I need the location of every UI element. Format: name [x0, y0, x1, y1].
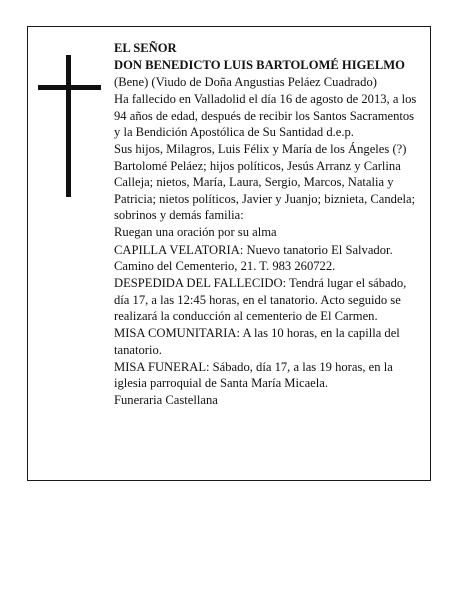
- deceased-name: DON BENEDICTO LUIS BARTOLOMÉ HIGELMO: [114, 58, 405, 73]
- despedida-fallecido: DESPEDIDA DEL FALLECIDO: Tendrá lugar el sábado, día 17, a las 12:45 horas, en el tanatorio. Acto seguido se realizará la conducción al cementerio de El Carmen.: [114, 276, 407, 324]
- obituary-text: [114, 40, 422, 410]
- cross-horizontal-bar: [38, 85, 101, 90]
- deceased-nickname: (Bene) (Viudo de Doña Angustias Peláez Cuadrado): [114, 75, 377, 90]
- cross-icon: [38, 55, 101, 197]
- capilla-velatoria: CAPILLA VELATORIA: Nuevo tanatorio El Salvador. Camino del Cementerio, 21. T. 983 260722.: [114, 242, 393, 274]
- funeraria: Funeraria Castellana: [114, 393, 218, 408]
- cross-vertical-bar: [66, 55, 71, 197]
- death-announcement: Ha fallecido en Valladolid el día 16 de agosto de 2013, a los 94 años de edad, después de recibir los Santos Sacramentos y la Bendición Apostólica de Su Santidad d.e.p.: [114, 92, 417, 140]
- notice-title: EL SEÑOR: [114, 41, 177, 55]
- misa-funeral: MISA FUNERAL: Sábado, día 17, a las 19 horas, en la iglesia parroquial de Santa María Micaela.: [114, 359, 393, 391]
- prayer-request: Ruegan una oración por su alma: [114, 225, 277, 240]
- misa-comunitaria: MISA COMUNITARIA: A las 10 horas, en la capilla del tanatorio.: [114, 326, 400, 357]
- family-list: Sus hijos, Milagros, Luis Félix y María de los Ángeles (?) Bartolomé Peláez; hijos políticos, Jesús Arranz y Carlina Calleja; nietos, María, Laura, Sergio, Marcos, Natalia y Patricia; nietos políticos, Javier y Juanjo; biznieta, Candela; sobrinos y demás familia:: [114, 142, 416, 223]
